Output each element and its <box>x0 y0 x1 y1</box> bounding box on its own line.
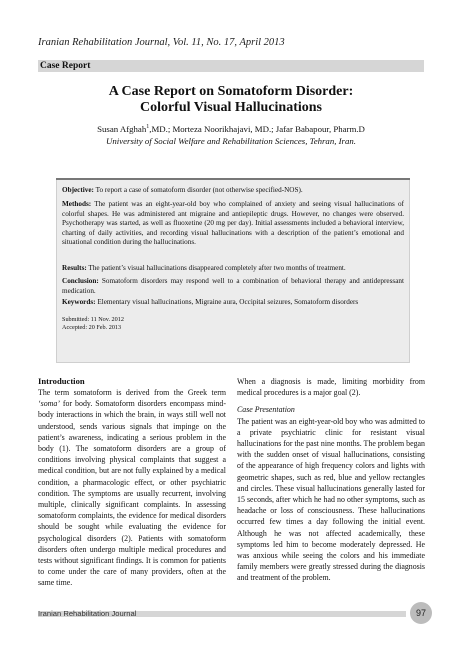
author-superscript: 1 <box>146 124 150 131</box>
accepted-date: Accepted: 20 Feb. 2013 <box>62 324 122 331</box>
abstract-top-rule <box>56 178 410 180</box>
methods-label: Methods: <box>62 200 92 208</box>
intro-text-start: The term somatoform is derived from the Greek term <box>38 388 226 397</box>
title-line-1: A Case Report on Somatoform Disorder: <box>108 84 354 99</box>
results-text: The patient’s visual hallucinations disappeared completely after two months of treatment. <box>86 264 346 272</box>
introduction-heading: Introduction <box>38 376 85 386</box>
objective-text: To report a case of somatoform disorder (not otherwise specified-NOS). <box>93 186 303 194</box>
author-rest: ,MD.; Morteza Noorikhajavi, MD.; Jafar Babapour, Pharm.D <box>149 124 365 134</box>
affiliation: University of Social Welfare and Rehabilitation Sciences, Tehran, Iran. <box>106 136 356 146</box>
results-label: Results: <box>62 264 87 272</box>
footer-journal-name: Iranian Rehabilitation Journal <box>38 609 137 618</box>
methods-text: The patient was an eight-year-old boy who complained of anxiety and seeing visual hallucinations of colorful shapes. He was administered ant migraine and antiepileptic drugs. However, no changes were observed. Psychotherapy was started, as well as fluoxetine (20 mg per day). Initial assessments included a behavioral interview, charting of daily activities, and recording visual hallucinations with a description of the patient’s emotional and situational condition during the hallucinations. <box>62 200 404 247</box>
authors <box>38 124 424 134</box>
case-presentation-body: The patient was an eight-year-old boy who was admitted to a private psychiatric clinic for resistant visual hallucinations for the past nine months. The problem began with the sudden onset of visual hallucinations, consisting of the appearance of high frequency colors and lights with geometric shapes, such as red, blue and yellow rectangles and circles. These visual hallucinations generally lasted for 15 seconds, after which he had no other symptoms, such as headache or loss of consciousness. These hallucinations occurred few times a day following the initial event. Although he was not affected academically, these symptoms led him to become moderately depressed. He was anxious while seeing the colors and his immediate family members were greatly stressed during the diagnosis and treatment of the problem. <box>237 416 425 583</box>
abstract-conclusion <box>62 277 404 296</box>
submitted-date: Submitted: 11 Nov. 2012 <box>62 316 124 323</box>
author-first: Susan Afghah <box>97 124 147 134</box>
journal-citation: Iranian Rehabilitation Journal, Vol. 11, No. 17, April 2013 <box>38 37 285 48</box>
right-column <box>237 376 425 584</box>
article-title <box>38 84 424 116</box>
case-presentation-heading: Case Presentation <box>237 405 295 415</box>
section-label: Case Report <box>40 61 91 71</box>
submission-dates <box>62 316 124 332</box>
keywords-text: Elementary visual hallucinations, Migraine aura, Occipital seizures, Somatoform disorders <box>95 298 359 306</box>
objective-label: Objective: <box>62 186 94 194</box>
conclusion-text: Somatoform disorders may respond well to a combination of behavioral therapy and antidepressant medication. <box>62 277 404 295</box>
introduction-body <box>38 387 226 589</box>
title-line-2: Colorful Visual Hallucinations <box>139 100 323 115</box>
page-number: 97 <box>410 602 432 624</box>
intro-paragraph <box>38 387 226 589</box>
right-paragraph-1: When a diagnosis is made, limiting morbidity from medical procedures is a major goal (2). <box>237 377 425 398</box>
intro-text-rest: for body. Somatoform disorders encompass mind-body interactions in which the brain, in ways still well not understood, sends various signals that impinge on the patient’s awareness, indicating a serious problem in the body (1). The somatoform disorders are a group of conditions involving physical complaints that suggest a medical condition, but are not fully explained by a medical condition, a pharmacologic effect, or other psychiatric condition. The symptoms are usually recurrent, involving multiple, clinically significant complaints. In assessing somatoform complaints, the evidence for medical disorders should be sought while evaluating the evidence for psychological disorders (2). Patients with somatoform disorders often undergo multiple medical procedures and tests without significant findings. It is common for patients to come under the care of many providers, often at the same time. <box>38 399 226 588</box>
section-bar <box>38 60 424 72</box>
abstract-objective <box>62 186 404 196</box>
abstract-keywords <box>62 298 404 308</box>
conclusion-label: Conclusion: <box>62 277 99 285</box>
abstract-results <box>62 264 404 274</box>
keywords-label: Keywords: <box>62 298 96 306</box>
abstract-methods <box>62 200 404 248</box>
intro-term-soma: ‘soma’ <box>38 399 60 409</box>
